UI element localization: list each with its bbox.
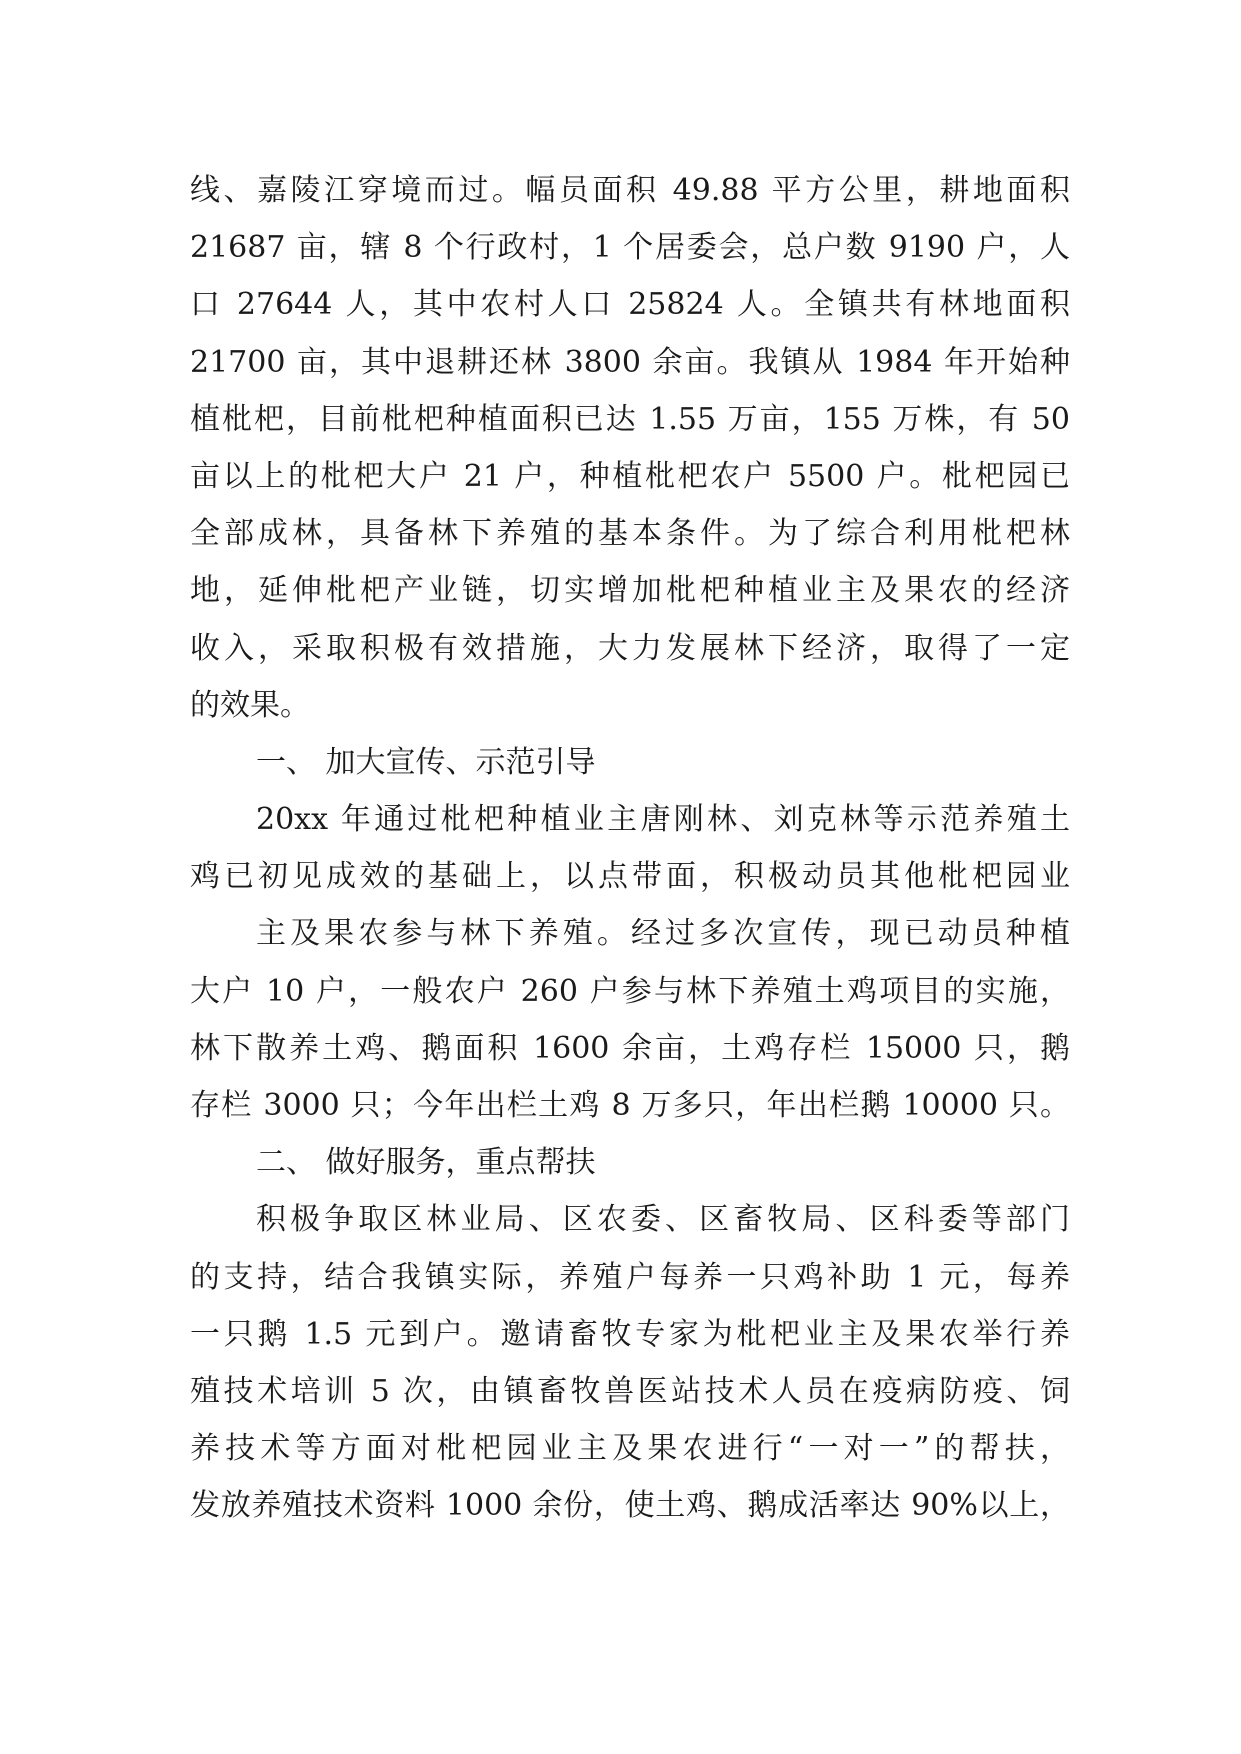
text-line: 养技术等方面对枇杷园业主及果农进行“一对一”的帮扶，	[190, 1431, 1070, 1467]
text-line: 20xx 年通过枇杷种植业主唐刚林、刘克林等示范养殖土	[256, 802, 1070, 838]
text-line: 21687 亩，辖 8 个行政村，1 个居委会，总户数 9190 户，人	[190, 230, 1070, 266]
text-line: 积极争取区林业局、区农委、区畜牧局、区科委等部门	[256, 1202, 1070, 1238]
text-line: 21700 亩，其中退耕还林 3800 余亩。我镇从 1984 年开始种	[190, 344, 1070, 380]
text-line: 大户 10 户，一般农户 260 户参与林下养殖土鸡项目的实施，	[190, 973, 1070, 1009]
text-line: 存栏 3000 只；今年出栏土鸡 8 万多只，年出栏鹅 10000 只。	[190, 1088, 1070, 1123]
section-heading-2: 二、 做好服务，重点帮扶	[256, 1145, 596, 1181]
text-line: 植枇杷，目前枇杷种植面积已达 1.55 万亩，155 万株，有 50	[190, 401, 1070, 437]
text-line: 的支持，结合我镇实际，养殖户每养一只鸡补助 1 元，每养	[190, 1259, 1070, 1295]
text-line: 鸡已初见成效的基础上，以点带面，积极动员其他枇杷园业	[190, 859, 1070, 895]
text-line: 一只鹅 1.5 元到户。邀请畜牧专家为枇杷业主及果农举行养	[190, 1316, 1070, 1352]
text-line: 发放养殖技术资料 1000 余份，使土鸡、鹅成活率达 90%以上，	[190, 1488, 1070, 1524]
text-line: 的效果。	[190, 687, 310, 723]
text-line: 殖技术培训 5 次，由镇畜牧兽医站技术人员在疫病防疫、饲	[190, 1373, 1070, 1409]
text-line: 林下散养土鸡、鹅面积 1600 余亩，土鸡存栏 15000 只，鹅	[190, 1030, 1070, 1066]
body-text	[190, 162, 1070, 1535]
text-line: 口 27644 人，其中农村人口 25824 人。全镇共有林地面积	[190, 287, 1070, 323]
text-line: 收入，采取积极有效措施，大力发展林下经济，取得了一定	[190, 630, 1070, 666]
section-heading-1: 一、 加大宣传、示范引导	[256, 744, 596, 780]
text-line: 亩以上的枇杷大户 21 户，种植枇杷农户 5500 户。枇杷园已	[190, 458, 1070, 494]
text-line: 主及果农参与林下养殖。经过多次宣传，现已动员种植	[256, 916, 1070, 952]
text-line: 线、嘉陵江穿境而过。幅员面积 49.88 平方公里，耕地面积	[190, 173, 1070, 208]
text-line: 全部成林，具备林下养殖的基本条件。为了综合利用枇杷林	[190, 516, 1070, 552]
text-line: 地，延伸枇杷产业链，切实增加枇杷种植业主及果农的经济	[190, 573, 1070, 609]
